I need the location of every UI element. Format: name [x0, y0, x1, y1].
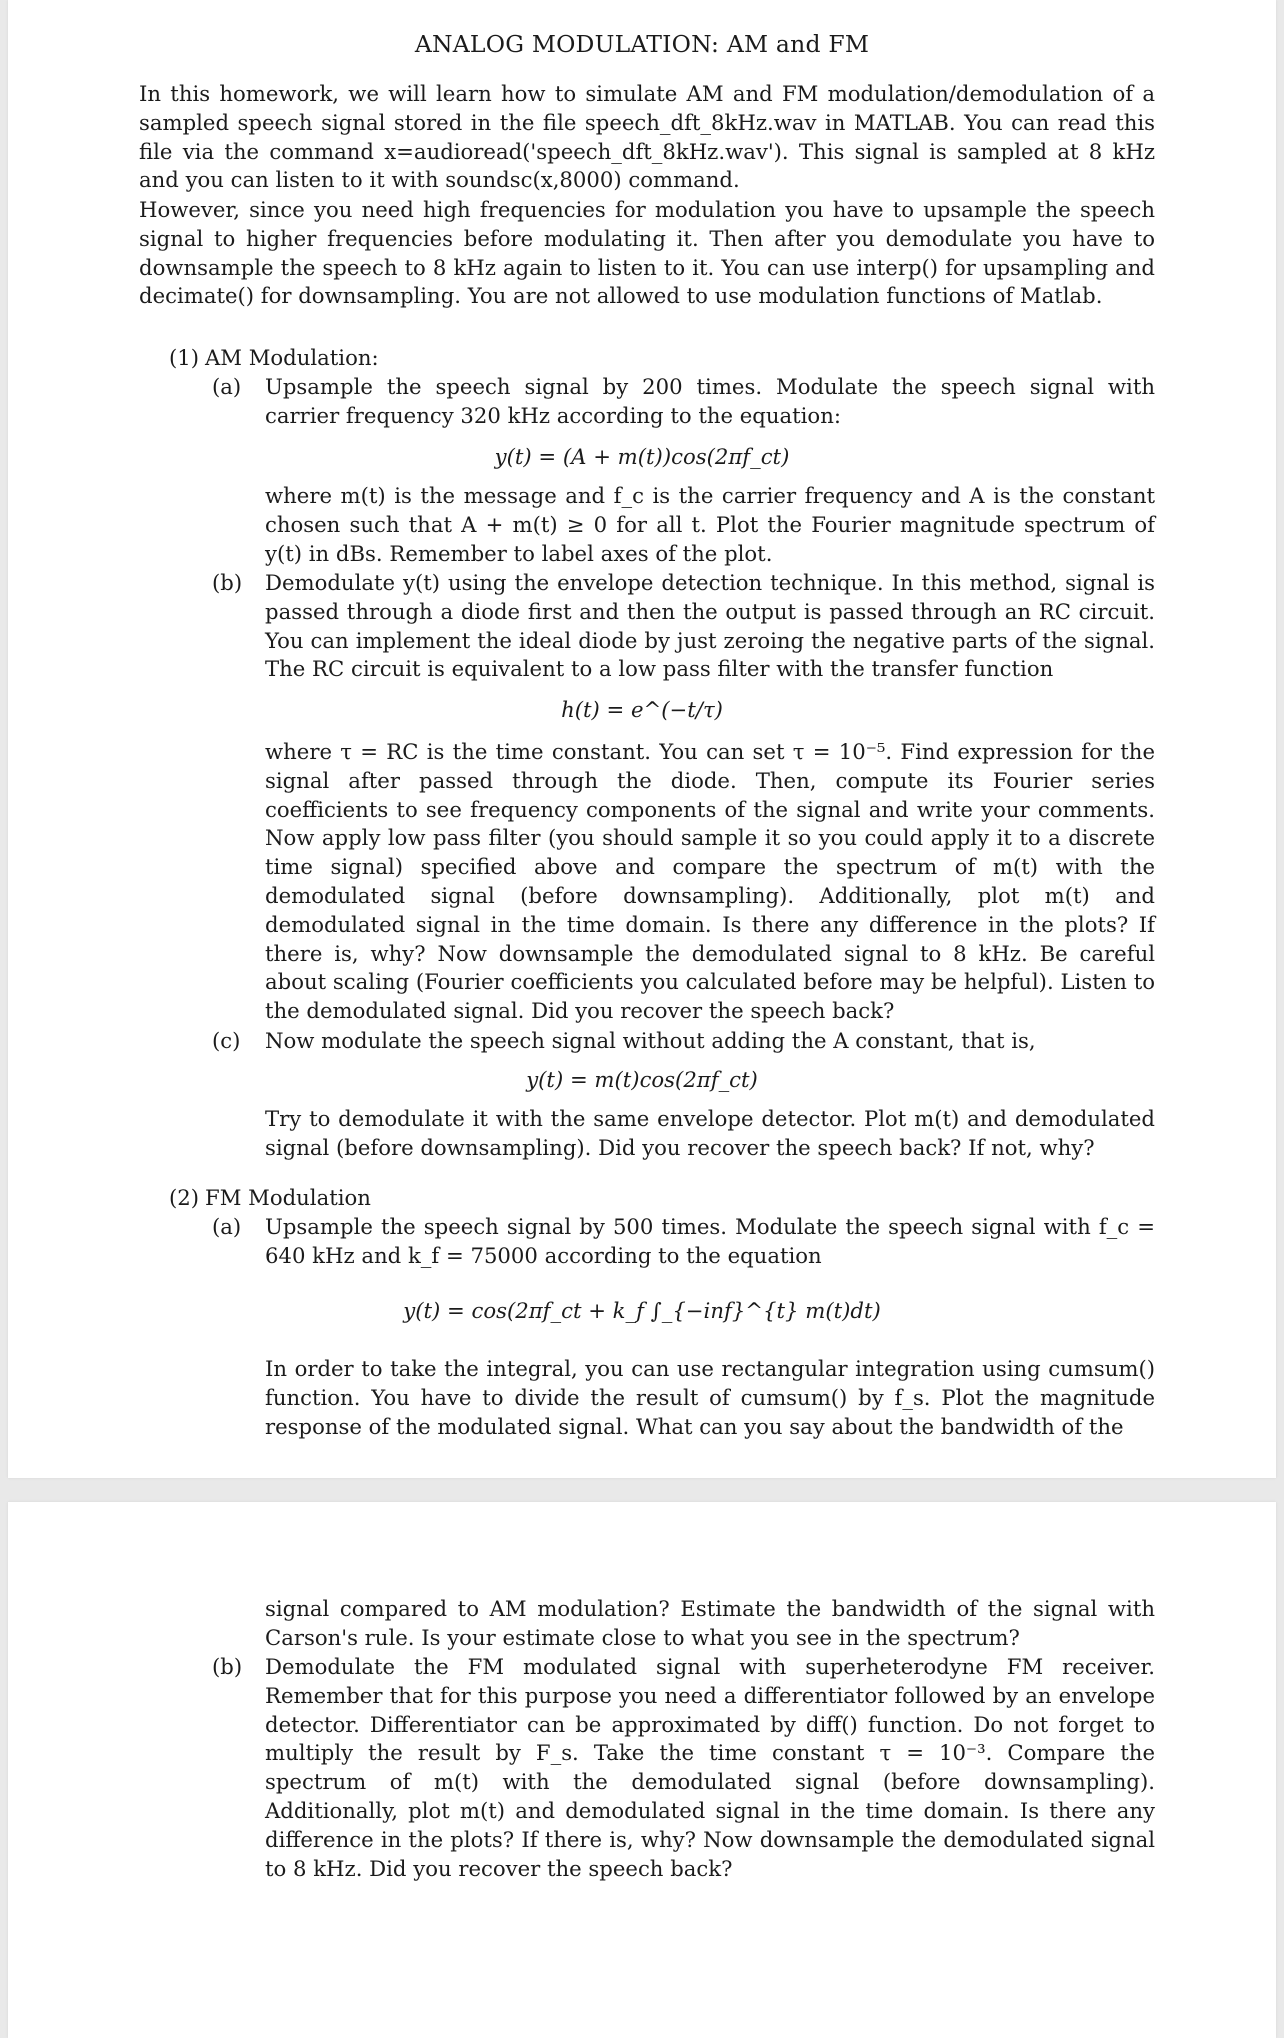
section-1b	[212, 569, 1155, 684]
section-1c-after-text: Try to demodulate it with the same envelope detector. Plot m(t) and demodulated signal (before downsampling). Did you recover the speech back? If not, why?	[265, 1106, 1155, 1160]
section-1-label: (1)	[169, 345, 200, 370]
section-2b-label: (b)	[212, 1654, 243, 1679]
section-2a-continued	[265, 1595, 1155, 1653]
intro-paragraph-2	[139, 196, 1155, 311]
equation-fm	[8, 1298, 1276, 1323]
equation-am	[8, 444, 1276, 469]
section-1b-after-text: where τ = RC is the time constant. You can set τ = 10⁻⁵. Find expression for the signal after passed through the diode. Then, compute its Fourier series coefficients to see frequency components of the signal and write your comments. Now apply low pass filter (you should sample it so you could apply it to a discrete time signal) specified above and compare the spectrum of m(t) with the demodulated signal (before downsampling). Additionally, plot m(t) and demodulated signal in the time domain. Is there any difference in the plots? If there is, why? Now downsample the demodulated signal to 8 kHz. Be careful about scaling (Fourier coefficients you calculated before may be helpful). Listen to the demodulated signal. Did you recover the speech back?	[265, 739, 1155, 1024]
section-2-label: (2)	[169, 1185, 200, 1210]
equation-dsb-text: y(t) = m(t)cos(2πf_ct)	[526, 1067, 758, 1092]
section-1a-text: Upsample the speech signal by 200 times. Modulate the speech signal with carrier frequency 320 kHz according to the equation:	[265, 374, 1155, 428]
equation-dsb	[8, 1067, 1276, 1092]
section-2b	[212, 1653, 1155, 1883]
document-title: ANALOG MODULATION: AM and FM	[414, 30, 870, 58]
section-2a	[212, 1213, 1155, 1271]
section-1b-after	[265, 738, 1155, 1026]
section-2b-text: Demodulate the FM modulated signal with superheterodyne FM receiver. Remember that for this purpose you need a differentiator followed by an envelope detector. Differentiator can be approximated by diff() function. Do not forget to multiply the result by F_s. Take the time constant τ = 10⁻³. Compare the spectrum of m(t) with the demodulated signal (before downsampling). Additionally, plot m(t) and demodulated signal in the time domain. Is there any difference in the plots? If there is, why? Now downsample the demodulated signal to 8 kHz. Did you recover the speech back?	[265, 1654, 1155, 1881]
section-1a-label: (a)	[212, 374, 242, 399]
section-2a-text: Upsample the speech signal by 500 times. Modulate the speech signal with f_c = 640 kHz and k_f = 75000 according to the equation	[265, 1214, 1155, 1268]
intro-paragraph-1	[139, 80, 1155, 195]
document-page-1	[8, 0, 1276, 1478]
section-1a	[212, 373, 1155, 431]
equation-am-text: y(t) = (A + m(t))cos(2πf_ct)	[494, 444, 790, 469]
section-2-title: FM Modulation	[205, 1185, 371, 1210]
section-1c-text: Now modulate the speech signal without adding the A constant, that is,	[265, 1028, 1036, 1053]
section-2a-after-text: In order to take the integral, you can use rectangular integration using cumsum() function. You have to divide the result of cumsum() by f_s. Plot the magnitude response of the modulated signal. What can you say about the bandwidth of the	[265, 1356, 1155, 1439]
intro-text-1: In this homework, we will learn how to simulate AM and FM modulation/demodulation of a sampled speech signal stored in the file speech_dft_8kHz.wav in MATLAB. You can read this file via the command x=audioread('speech_dft_8kHz.wav'). This signal is sampled at 8 kHz and you can listen to it with soundsc(x,8000) command.	[139, 81, 1155, 193]
section-1c-after	[265, 1105, 1155, 1163]
section-1c-label: (c)	[212, 1028, 241, 1053]
section-1c	[212, 1027, 1155, 1056]
equation-rc-filter	[8, 697, 1276, 722]
equation-rc-filter-text: h(t) = e^(−t/τ)	[561, 697, 723, 722]
section-2a-label: (a)	[212, 1214, 242, 1239]
section-2a-after	[265, 1355, 1155, 1441]
section-1b-label: (b)	[212, 570, 243, 595]
section-1b-text: Demodulate y(t) using the envelope detection technique. In this method, signal is passed through a diode first and then the output is passed through an RC circuit. You can implement the ideal diode by just zeroing the negative parts of the signal. The RC circuit is equivalent to a low pass filter with the transfer function	[265, 570, 1155, 682]
section-1a-after-text: where m(t) is the message and f_c is the carrier frequency and A is the constant chosen such that A + m(t) ≥ 0 for all t. Plot the Fourier magnitude spectrum of y(t) in dBs. Remember to label axes of the plot.	[265, 483, 1155, 566]
intro-text-2: However, since you need high frequencies for modulation you have to upsample the speech signal to higher frequencies before modulating it. Then after you demodulate you have to downsample the speech to 8 kHz again to listen to it. You can use interp() for upsampling and decimate() for downsampling. You are not allowed to use modulation functions of Matlab.	[139, 197, 1155, 309]
document-page-2	[8, 1502, 1276, 2038]
equation-fm-text: y(t) = cos(2πf_ct + k_f ∫_{−inf}^{t} m(t)dt)	[403, 1298, 881, 1323]
section-1a-after	[265, 482, 1155, 568]
section-2a-continued-text: signal compared to AM modulation? Estimate the bandwidth of the signal with Carson's rule. Is your estimate close to what you see in the spectrum?	[265, 1596, 1155, 1650]
section-1-title: AM Modulation:	[205, 345, 379, 370]
